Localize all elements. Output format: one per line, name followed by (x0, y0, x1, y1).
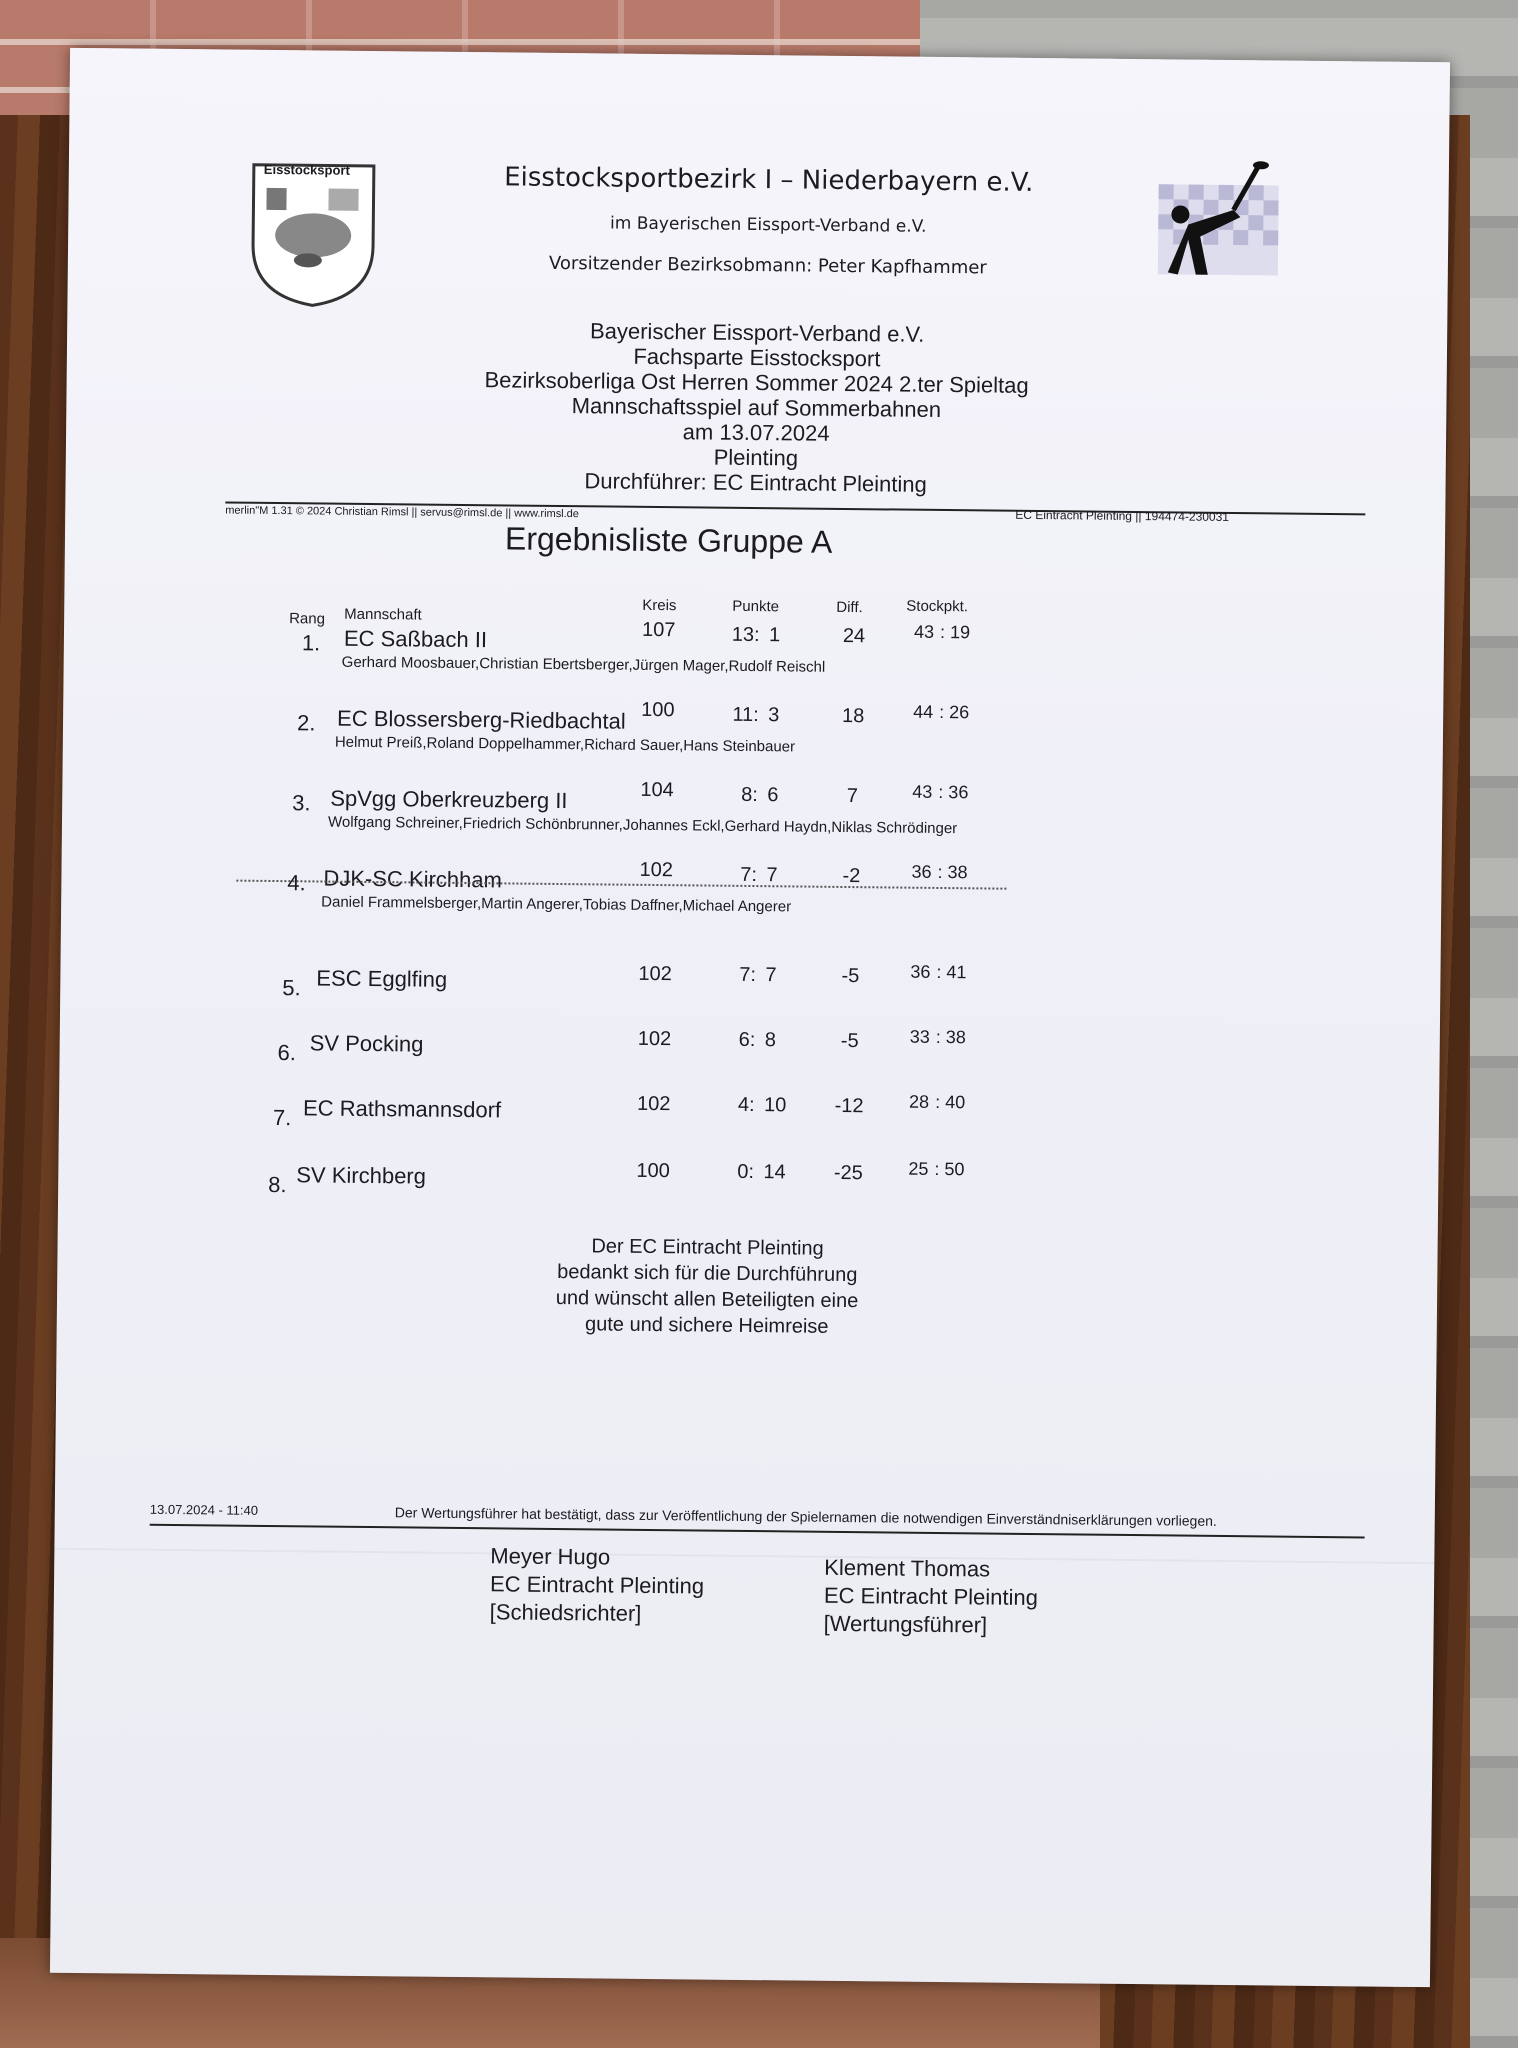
event-line-4: Mannschaftsspiel auf Sommerbahnen (571, 393, 942, 422)
row-stock-for: 43 (912, 781, 933, 802)
print-timestamp: 13.07.2024 - 11:40 (149, 1501, 259, 1518)
row-points-won: 7 (739, 963, 751, 987)
row-diff: -5 (840, 1029, 859, 1053)
row-team: SV Kirchberg (296, 1162, 427, 1189)
row-stock-for: 36 (911, 861, 932, 882)
row-players: Gerhard Moosbauer,Christian Ebertsberger,Jürgen Mager,Rudolf Reischl (341, 653, 826, 676)
row-points-lost: 10 (763, 1094, 787, 1117)
row-stock-against: 50 (944, 1159, 965, 1180)
referee-club: EC Eintracht Pleinting (489, 1571, 705, 1599)
event-line-7: Durchführer: EC Eintracht Pleinting (584, 468, 927, 497)
referee-name: Meyer Hugo (490, 1543, 611, 1570)
col-mannschaft: Mannschaft (344, 605, 422, 624)
event-line-6: Pleinting (713, 444, 799, 471)
row-points-lost: 8 (764, 1029, 777, 1052)
row-stock-for: 36 (910, 961, 931, 982)
row-points-won: 4 (737, 1093, 750, 1116)
col-kreis: Kreis (642, 596, 677, 615)
points-separator: : (753, 704, 759, 727)
row-kreis: 100 (641, 698, 675, 722)
row-rank: 7. (272, 1105, 292, 1131)
event-line-3: Bezirksoberliga Ost Herren Sommer 2024 2.ter Spieltag (484, 367, 1029, 398)
row-players: Helmut Preiß,Roland Doppelhammer,Richard Sauer,Hans Steinbauer (334, 733, 796, 756)
stock-separator: : (939, 621, 946, 643)
row-rank: 6. (277, 1040, 297, 1066)
scorer-role: [Wertungsführer] (823, 1610, 988, 1638)
row-stock-against: 38 (947, 862, 968, 883)
points-separator: : (749, 1028, 756, 1052)
col-diff: Diff. (836, 598, 863, 617)
thanks-line-2: bedankt sich für die Durchführung (557, 1260, 858, 1287)
consent-note: Der Wertungsführer hat bestätigt, dass zur Veröffentlichung der Spielernamen die notwendigen Einverständniserklärungen vorliegen. (394, 1504, 1217, 1529)
row-stock-against: 36 (948, 782, 969, 803)
district-crest-logo (247, 160, 379, 311)
row-diff: 7 (846, 785, 859, 808)
row-rank: 2. (296, 710, 316, 736)
row-diff: 18 (841, 704, 865, 728)
row-players: Wolfgang Schreiner,Friedrich Schönbrunner,Johannes Eckl,Gerhard Haydn,Niklas Schrödinger (327, 813, 958, 838)
row-kreis: 102 (639, 858, 674, 882)
stock-separator: : (937, 861, 943, 883)
software-credit: merlin"M 1.31 © 2024 Christian Rimsl || servus@rimsl.de || www.rimsl.de (225, 504, 580, 521)
row-kreis: 102 (636, 1092, 671, 1116)
row-team: EC Saßbach II (343, 625, 488, 653)
row-kreis: 102 (638, 962, 672, 986)
page-title: Ergebnisliste Gruppe A (504, 520, 833, 560)
points-separator: : (752, 784, 759, 807)
row-points-won: 7 (740, 863, 752, 887)
thanks-line-1: Der EC Eintracht Pleinting (591, 1235, 824, 1260)
row-diff: -25 (833, 1161, 863, 1185)
points-separator: : (750, 964, 757, 987)
row-diff: 24 (842, 624, 866, 648)
organizer-id: EC Eintracht Pleinting || 194474-230031 (1015, 507, 1230, 524)
row-rank: 5. (282, 975, 301, 1001)
row-kreis: 100 (636, 1159, 670, 1183)
stock-separator: : (935, 1091, 941, 1112)
stock-separator: : (935, 1026, 941, 1047)
row-stock-for: 43 (913, 621, 935, 642)
event-line-5: am 13.07.2024 (682, 419, 830, 446)
row-stock-against: 38 (945, 1027, 966, 1048)
row-team: SpVgg Oberkreuzberg II (330, 785, 568, 814)
row-rank: 3. (292, 790, 311, 816)
row-kreis: 102 (637, 1027, 672, 1051)
row-team: ESC Egglfing (316, 965, 448, 992)
row-diff: -12 (834, 1094, 864, 1118)
row-team: SV Pocking (309, 1030, 424, 1057)
row-points-lost: 14 (763, 1161, 786, 1184)
district-name: Eisstocksportbezirk I – Niederbayern e.V. (504, 162, 1034, 198)
association-line: im Bayerischen Eissport-Verband e.V. (609, 213, 927, 237)
row-points-lost: 6 (767, 784, 779, 807)
row-points-won: 6 (738, 1028, 750, 1051)
thanks-line-3: und wünscht allen Beteiligten eine (555, 1286, 859, 1313)
row-stock-for: 44 (913, 701, 934, 722)
row-players: Daniel Frammelsberger,Martin Angerer,Tobias Daffner,Michael Angerer (321, 893, 792, 916)
referee-role: [Schiedsrichter] (489, 1599, 642, 1626)
points-separator: : (748, 1160, 755, 1184)
row-points-won: 13 (731, 623, 755, 647)
row-diff: -5 (841, 964, 860, 988)
curler-pictogram-logo (1137, 154, 1289, 306)
row-points-lost: 7 (765, 964, 777, 987)
col-rang: Rang (289, 610, 326, 628)
points-separator: : (748, 1093, 755, 1117)
stock-separator: : (934, 1158, 940, 1179)
row-stock-against: 19 (949, 622, 971, 643)
row-kreis: 104 (640, 778, 674, 802)
chairman-line: Vorsitzender Bezirksobmann: Peter Kapfhammer (548, 252, 987, 279)
row-rank: 8. (268, 1171, 287, 1198)
row-rank: 4. (287, 870, 306, 896)
row-points-won: 11 (732, 703, 754, 727)
col-punkte: Punkte (732, 597, 780, 616)
thanks-line-4: gute und sichere Heimreise (584, 1313, 829, 1338)
scorer-signature (824, 1554, 1039, 1640)
event-line-1: Bayerischer Eissport-Verband e.V. (589, 318, 925, 347)
row-kreis: 107 (641, 618, 676, 642)
stock-separator: : (938, 781, 944, 803)
row-stock-against: 26 (949, 702, 970, 723)
points-separator: : (751, 864, 758, 887)
paper-fold (54, 1548, 1434, 1564)
scorer-club: EC Eintracht Pleinting (823, 1582, 1039, 1611)
stock-separator: : (936, 961, 942, 983)
row-stock-against: 40 (945, 1092, 966, 1113)
row-team: EC Blossersberg-Riedbachtal (336, 705, 626, 734)
row-team: EC Rathsmannsdorf (302, 1095, 502, 1123)
row-stock-against: 41 (946, 962, 967, 983)
thanks-message (497, 1232, 918, 1340)
event-info (405, 316, 1107, 498)
col-stockpkt: Stockpkt. (906, 597, 969, 616)
row-points-lost: 1 (768, 624, 781, 647)
row-points-won: 0 (737, 1160, 749, 1183)
row-stock-for: 25 (908, 1158, 929, 1179)
event-line-2: Fachsparte Eisstocksport (633, 343, 881, 372)
row-team: DJK-SC Kirchham (323, 865, 503, 893)
row-points-won: 8 (741, 783, 753, 807)
row-points-lost: 3 (768, 704, 780, 727)
stock-separator: : (939, 701, 945, 723)
row-rank: 1. (301, 630, 321, 656)
crest-label: Eisstocksport (263, 161, 350, 178)
row-diff: -2 (842, 864, 861, 888)
row-points-lost: 7 (766, 864, 778, 887)
row-stock-for: 28 (908, 1091, 930, 1112)
scorer-name: Klement Thomas (824, 1554, 991, 1582)
result-sheet (50, 48, 1450, 1987)
points-separator: : (753, 624, 760, 647)
row-stock-for: 33 (909, 1026, 930, 1047)
